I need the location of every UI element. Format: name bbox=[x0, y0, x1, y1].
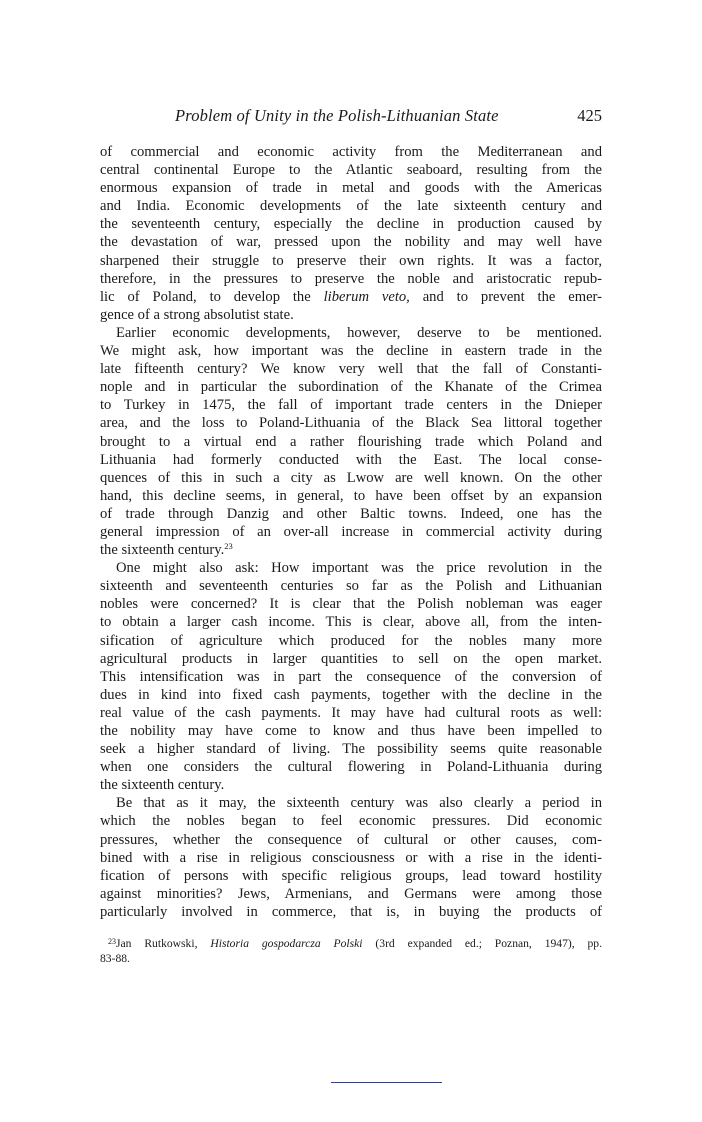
text-line: bined with a rise in religious consciousness or with a rise in the identi- bbox=[100, 849, 602, 866]
text-line: which the nobles began to feel economic pressures. Did economic bbox=[100, 813, 602, 830]
text-line bbox=[100, 288, 602, 306]
footnote bbox=[100, 937, 602, 967]
text-line: area, and the loss to Poland-Lithuania of the Black Sea littoral together bbox=[100, 415, 602, 432]
text-line: seek a higher standard of living. The possibility seems quite reasonable bbox=[100, 741, 602, 758]
footnote-line bbox=[100, 937, 602, 952]
footnote-line: 83-88. bbox=[100, 951, 130, 965]
text-line: of trade through Danzig and other Baltic towns. Indeed, one has the bbox=[100, 505, 602, 522]
text-line: Be that as it may, the sixteenth century was also clearly a period in bbox=[116, 795, 602, 812]
text-run: the sixteenth century. bbox=[100, 542, 225, 559]
footnote-details: (3rd expanded ed.; Poznan, 1947), pp. bbox=[362, 937, 602, 950]
text-line: Lithuania had formerly conducted with the East. The local conse- bbox=[100, 451, 602, 468]
running-title: Problem of Unity in the Polish-Lithuanian State bbox=[175, 106, 499, 125]
text-line: hand, this decline seems, in general, to have been offset by an expansion bbox=[100, 487, 602, 504]
text-line: quences of this in such a city as Lwow are well known. On the other bbox=[100, 469, 602, 486]
text-line: fication of persons with specific religious groups, lead toward hostility bbox=[100, 867, 602, 884]
text-line: brought to a virtual end a rather flourishing trade which Poland and bbox=[100, 433, 602, 450]
paragraph-4 bbox=[100, 794, 602, 921]
text-line: the devastation of war, pressed upon the nobility and may well have bbox=[100, 234, 602, 251]
text-line: dues in kind into fixed cash payments, together with the decline in the bbox=[100, 686, 602, 703]
text-line: particularly involved in commerce, that is, in buying the products of bbox=[100, 903, 602, 920]
text-line: and India. Economic developments of the late sixteenth century and bbox=[100, 198, 602, 215]
paragraph-3 bbox=[100, 559, 602, 794]
text-line: One might also ask: How important was the price revolution in the bbox=[116, 560, 602, 577]
text-line: late fifteenth century? We know very well that the fall of Constanti- bbox=[100, 361, 602, 378]
text-line bbox=[100, 541, 602, 559]
text-line: nobles were concerned? It is clear that the Polish nobleman was eager bbox=[100, 596, 602, 613]
text-line: This intensification was in part the consequence of the conversion of bbox=[100, 668, 602, 685]
text-line: of commercial and economic activity from the Mediterranean and bbox=[100, 144, 602, 160]
text-line: enormous expansion of trade in metal and goods with the Americas bbox=[100, 180, 602, 197]
text-line: sixteenth and seventeenth centuries so far as the Polish and Lithuanian bbox=[100, 578, 602, 595]
page-number: 425 bbox=[577, 106, 602, 125]
running-head bbox=[100, 106, 602, 128]
text-line: We might ask, how important was the decline in eastern trade in the bbox=[100, 343, 602, 360]
paragraph-2 bbox=[100, 324, 602, 559]
text-line: to obtain a larger cash income. This is clear, above all, from the inten- bbox=[100, 614, 602, 631]
text-line: sification of agriculture which produced for the nobles many more bbox=[100, 632, 602, 649]
text-line: real value of the cash payments. It may have had cultural roots as well: bbox=[100, 704, 602, 721]
body-text bbox=[100, 143, 602, 921]
text-line: to Turkey in 1475, the fall of important trade centers in the Dnieper bbox=[100, 397, 602, 414]
paragraph-1 bbox=[100, 143, 602, 324]
footnote-ref[interactable]: 23 bbox=[224, 541, 233, 552]
footnote-title: Historia gospodarcza Polski bbox=[210, 937, 363, 950]
footnote-number: 23 bbox=[108, 937, 116, 946]
text-line: the sixteenth century. bbox=[100, 777, 225, 794]
text-line: agricultural products in larger quantities to sell on the open market. bbox=[100, 650, 602, 667]
text-run: lic of Poland, to develop the bbox=[100, 288, 324, 305]
bottom-rule bbox=[331, 1082, 442, 1083]
text-line: when one considers the cultural flowering in Poland-Lithuania during bbox=[100, 759, 602, 776]
text-line: the seventeenth century, especially the decline in production caused by bbox=[100, 216, 602, 233]
footnote-author: Jan Rutkowski, bbox=[116, 937, 211, 950]
text-line: sharpened their struggle to preserve their own rights. It was a factor, bbox=[100, 252, 602, 269]
text-line: nople and in particular the subordination of the Khanate of the Crimea bbox=[100, 379, 602, 396]
text-line: therefore, in the pressures to preserve the noble and aristocratic repub- bbox=[100, 270, 602, 287]
text-line: central continental Europe to the Atlantic seaboard, resulting from the bbox=[100, 162, 602, 179]
text-run: and to prevent the emer- bbox=[409, 288, 602, 305]
text-line: pressures, whether the consequence of cultural or other causes, com- bbox=[100, 831, 602, 848]
text-line: gence of a strong absolutist state. bbox=[100, 306, 294, 323]
italic-term: liberum veto, bbox=[323, 288, 410, 305]
text-line: against minorities? Jews, Armenians, and Germans were among those bbox=[100, 885, 602, 902]
text-line: the nobility may have come to know and thus have been impelled to bbox=[100, 723, 602, 739]
text-line: general impression of an over-all increase in commercial activity during bbox=[100, 523, 602, 540]
text-line: Earlier economic developments, however, deserve to be mentioned. bbox=[116, 324, 602, 341]
